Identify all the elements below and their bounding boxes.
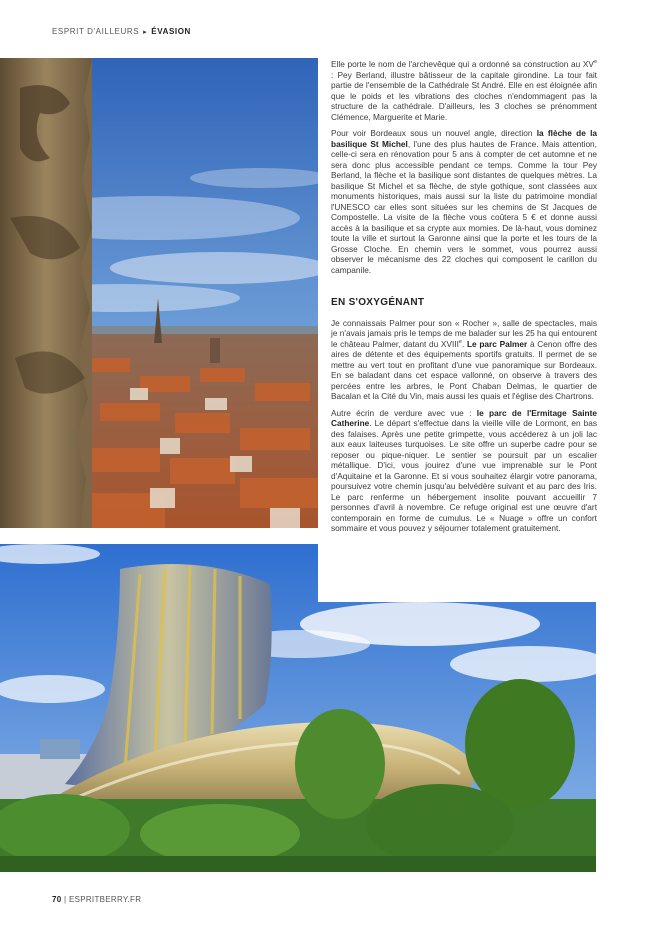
section-label: ÉVASION [151, 27, 191, 36]
page-number: 70 [52, 895, 62, 904]
running-header [52, 27, 191, 36]
bordeaux-rooftops-photo [0, 58, 318, 528]
article-column [331, 59, 597, 540]
paragraph-st-michel: Pour voir Bordeaux sous un nouvel angle, direction la flèche de la basilique St Michel, l'une des plus hautes de France. Mais attention, celle-ci sera en rénovation pour 5 ans à compter de cet automne et ne sera donc plus accessible pendant ce temps. Comme la tour Pey Berland, la flèche et la basilique sont distantes de quelques mètres. La basilique St Michel et sa flèche, de style gothique, sont classées aux monuments historiques, mais aussi sur la liste du patrimoine mondial l'UNESCO car elles sont situées sur les chemins de St Jacques de Compostelle. La visite de la flèche vous coûtera 5 € et donne aussi accès à la basilique et sa crypte aux momies. De là-haut, vous dominez toute la ville et surtout la Garonne ainsi que la porte et les tours de la Grosse Cloche. En chemin vers le sommet, vous pourrez aussi observer le mécanisme des 22 cloches qui composent le carillon du campanile. [331, 128, 597, 275]
site-name: ESPRITBERRY.FR [68, 895, 142, 904]
arrow-icon: ▸ [143, 29, 148, 36]
paragraph-ermitage: Autre écrin de verdure avec vue : le parc de l'Ermitage Sainte Catherine. Le départ s'effectue dans la vieille ville de Lormont, en bas des falaises. Après une petite grimpette, vous accéderez à un joli lac aux eaux laiteuses turquoises. Le site offre un superbe cadre pour se reposer ou pique-niquer. Le sentier se poursuit par un escalier métallique. D'ici, vous jouirez d'une vue imprenable sur le Pont d'Aquitaine et la Garonne. Et si vous souhaitez élargir votre panorama, poursuivez votre chemin jusqu'au belvédère suivant et au parc des Iris. Le parc renferme un hébergement insolite pouvant accueillir 7 personnes d'avril à novembre. Ce refuge original est une œuvre d'art contemporain en forme de cumulus. Le « Nuage » offre un confort sommaire et vous pouvez y séjourner totalement gratuitement. [331, 407, 597, 533]
section-heading: EN S'OXYGÉNANT [331, 297, 425, 308]
paragraph-parc-palmer: Je connaissais Palmer pour son « Rocher », salle de spectacles, mais je n'avais jamais pris le temps de me balader sur les 25 ha qui entourent le château Palmer, datant du XVIIIe. Le parc Palmer à Cenon offre des aires de détente et des équipements sportifs gratuits. Il permet de se mettre au vert tout en profitant d'une vue panoramique sur Bordeaux. En se baladant dans cet espace vallonné, on observe à travers des percées entre les arbres, le Pont Chaban Delmas, le quartier de Bacalan et la Cité du Vin, mais aussi les quais et l'église des Chartrons. [331, 317, 597, 401]
rubric-label: ESPRIT D'AILLEURS [52, 27, 140, 36]
paragraph-pey-berland: Elle porte le nom de l'archevêque qui a ordonné sa construction au XVe : Pey Berland, illustre bâtisseur de la capitale girondine. La tour fait partie de l'ensemble de la Cathédrale St André. Elle en est éloignée afin que le poids et les vibrations des cloches n'endommagent pas la structure de la cathédrale. D'ailleurs, les 3 cloches se prénomment Clémence, Marguerite et Marie. [331, 59, 597, 122]
page-footer: 70 | ESPRITBERRY.FR [52, 895, 142, 904]
